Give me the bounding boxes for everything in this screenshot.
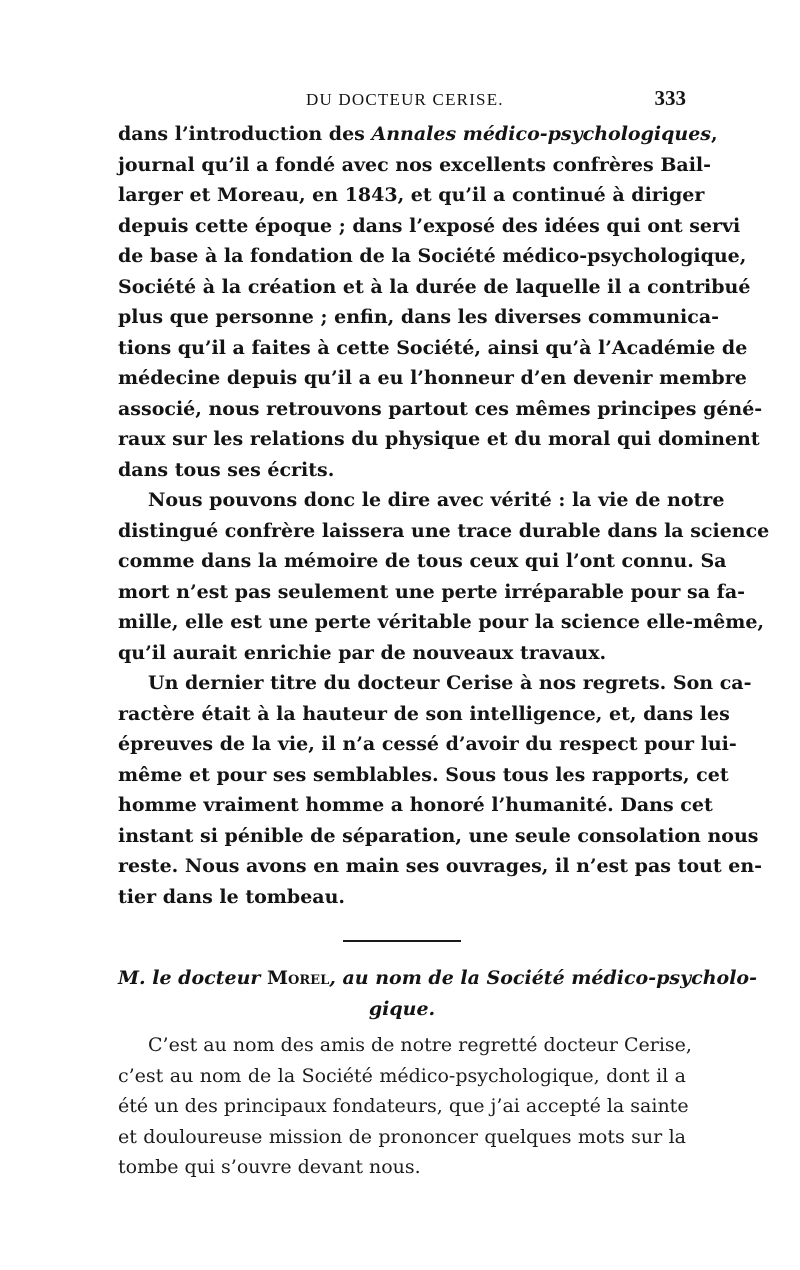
text-line: homme vraiment homme a honoré l’humanité. Dans cet (118, 794, 713, 816)
text-line: Société à la création et à la durée de laquelle il a contribué (118, 275, 751, 298)
text-line: journal qu’il a fondé avec nos excellents confrères Bail- (118, 153, 712, 176)
text-line: et douloureuse mission de prononcer quelques mots sur la (118, 1125, 686, 1148)
text-line: instant si pénible de séparation, une seule consolation nous (118, 824, 759, 847)
page-number: 333 (654, 86, 686, 110)
section-divider (343, 940, 461, 942)
text-line: reste. Nous avons en main ses ouvrages, il n’est pas tout en- (118, 855, 763, 877)
text-fragment: dans l’introduction des (118, 123, 372, 145)
text-line: associé, nous retrouvons partout ces mêmes principes géné- (118, 397, 763, 420)
text-line: Un dernier titre du docteur Cerise à nos regrets. Son ca- (148, 672, 752, 694)
paragraph-1 (118, 119, 763, 485)
heading-suffix: , au nom de la Société médico-psycholo- (329, 967, 757, 989)
heading-line: gique. (368, 997, 436, 1020)
text-line: même et pour ses semblables. Sous tous les rapports, cet (118, 763, 729, 786)
text-line: dans tous ses écrits. (118, 458, 335, 481)
text-line: tions qu’il a faites à cette Société, ainsi qu’à l’Académie de (118, 336, 748, 359)
text-line: larger et Moreau, en 1843, et qu’il a continué à diriger (118, 184, 705, 206)
heading-prefix: M. le docteur (118, 967, 268, 989)
section-heading (118, 963, 757, 1024)
speaker-name: Morel (267, 967, 330, 989)
text-line: plus que personne ; enfin, dans les diverses communica- (118, 306, 720, 328)
body-text (118, 119, 770, 1183)
text-line (118, 119, 718, 150)
text-line: comme dans la mémoire de tous ceux qui l’ont connu. Sa (118, 550, 727, 572)
paragraph-4 (118, 1030, 692, 1183)
text-line: raux sur les relations du physique et du moral qui dominent (118, 428, 760, 450)
running-head (118, 86, 686, 114)
text-line: tombe qui s’ouvre devant nous. (118, 1156, 421, 1178)
paragraph-3 (118, 668, 763, 912)
text-line: Nous pouvons donc le dire avec vérité : la vie de notre (148, 489, 725, 511)
text-line: été un des principaux fondateurs, que j’ai accepté la sainte (118, 1095, 689, 1117)
text-line: épreuves de la vie, il n’a cessé d’avoir du respect pour lui- (118, 733, 737, 755)
text-line: depuis cette époque ; dans l’exposé des idées qui ont servi (118, 214, 741, 237)
text-line: de base à la fondation de la Société médico-psychologique, (118, 245, 747, 267)
text-line: ractère était à la hauteur de son intelligence, et, dans les (118, 702, 730, 725)
heading-line (118, 963, 757, 994)
text-line: distingué confrère laissera une trace durable dans la science (118, 519, 770, 542)
journal-title: Annales médico-psychologiques (371, 123, 711, 145)
text-fragment: , (710, 123, 718, 145)
text-line: C’est au nom des amis de notre regretté docteur Cerise, (148, 1034, 692, 1056)
text-line: mille, elle est une perte véritable pour la science elle-même, (118, 611, 765, 633)
text-line: qu’il aurait enrichie par de nouveaux travaux. (118, 641, 607, 664)
paragraph-2 (118, 485, 770, 668)
running-head-title: DU DOCTEUR CERISE. (306, 90, 504, 109)
text-line: c’est au nom de la Société médico-psychologique, dont il a (118, 1064, 686, 1087)
text-line: mort n’est pas seulement une perte irréparable pour sa fa- (118, 580, 746, 603)
text-line: médecine depuis qu’il a eu l’honneur d’en devenir membre (118, 367, 747, 389)
text-line: tier dans le tombeau. (118, 885, 346, 908)
